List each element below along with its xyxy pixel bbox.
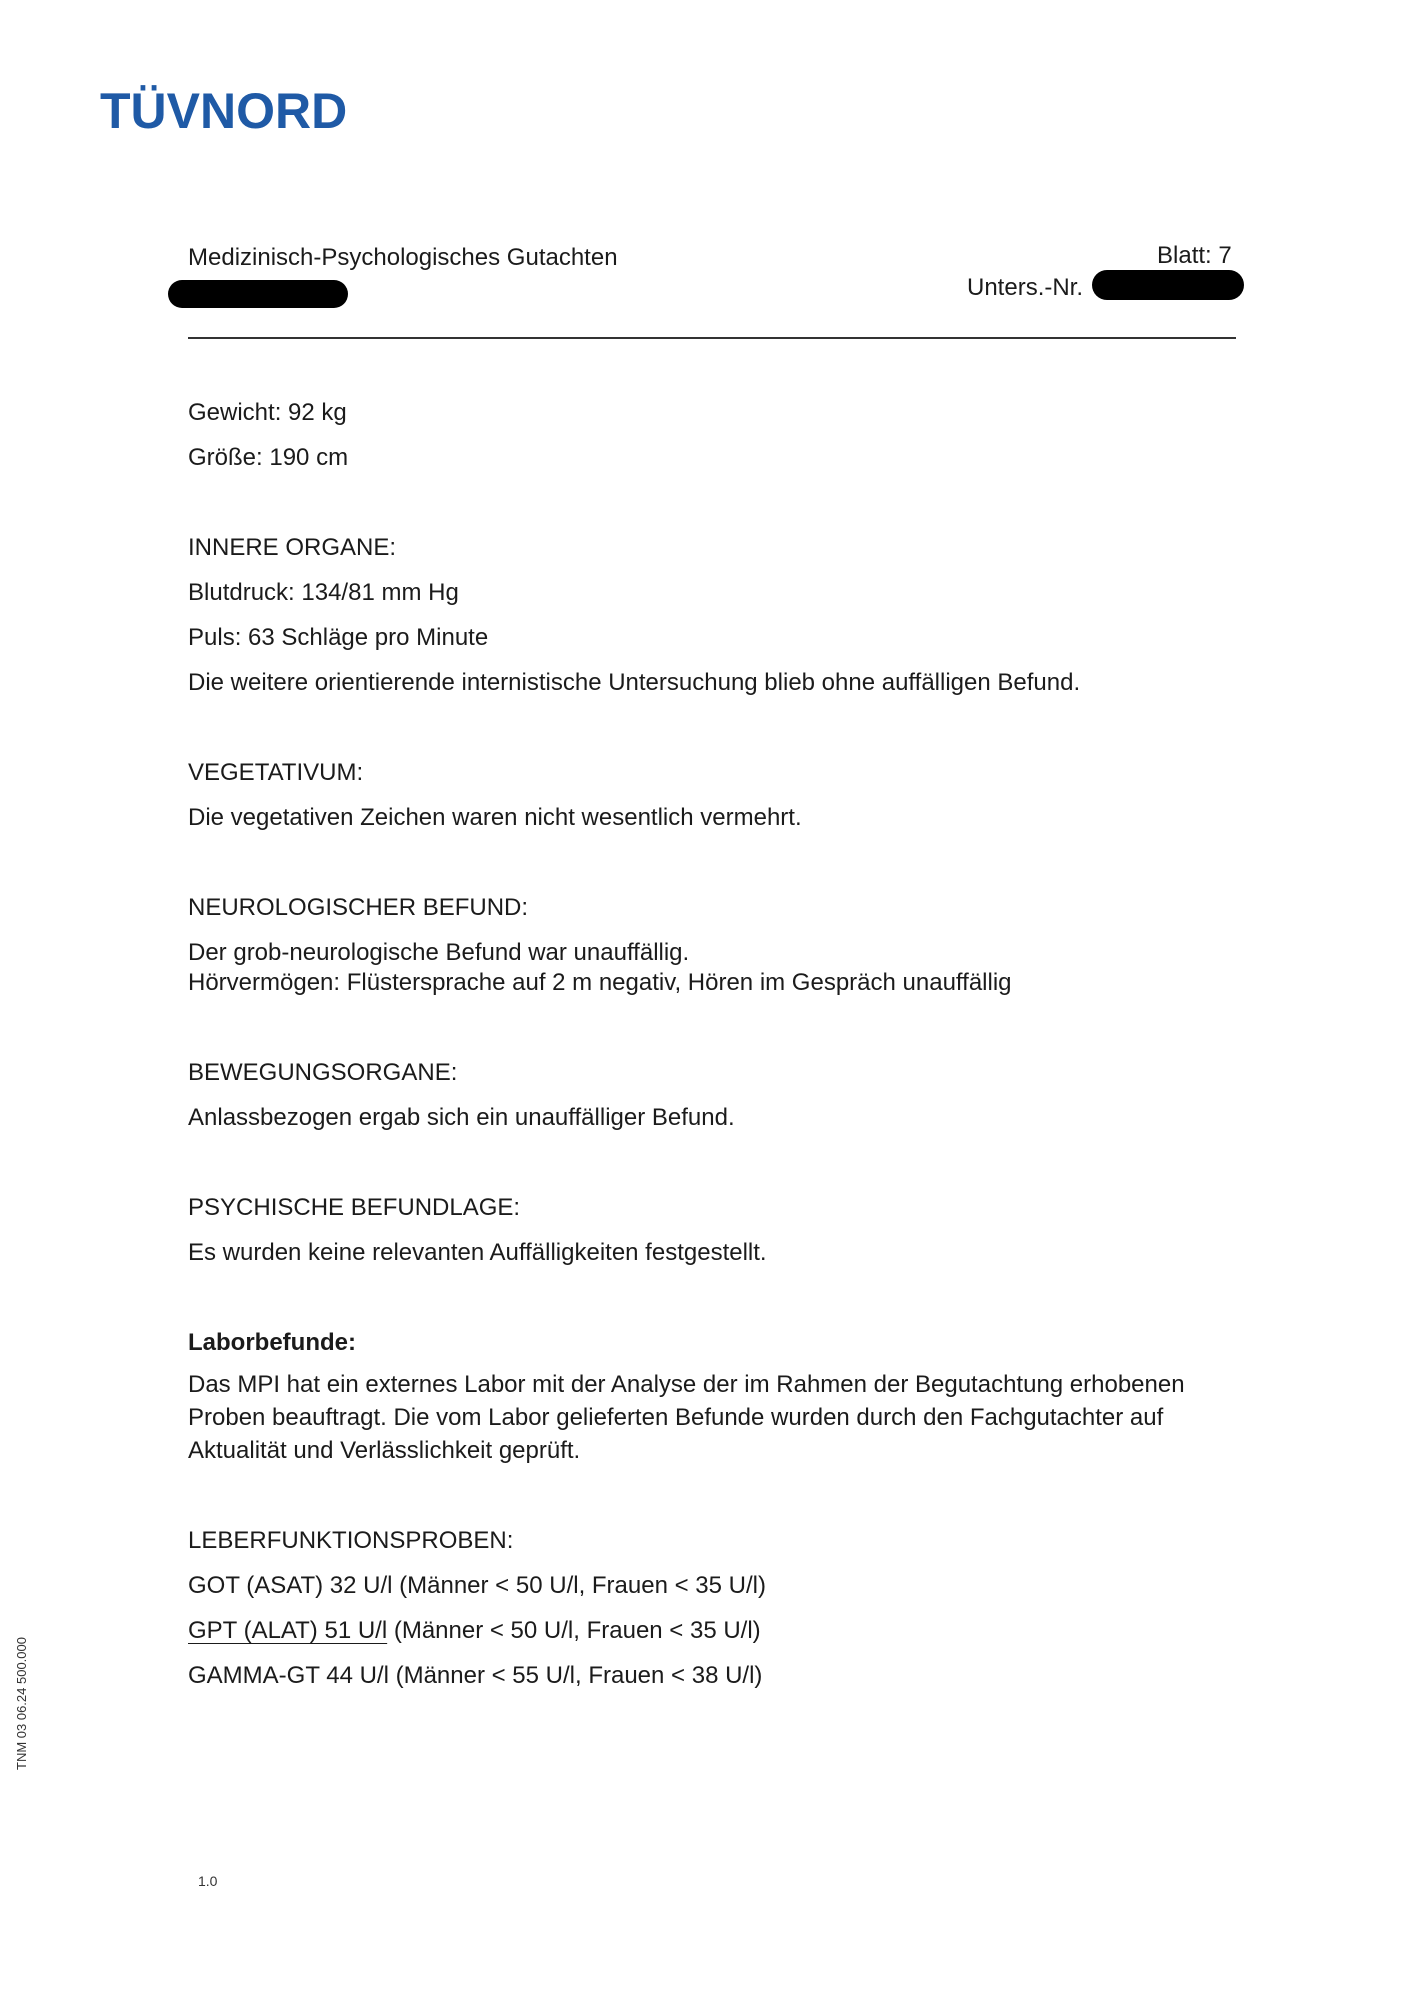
ggt-value: GAMMA-GT 44 U/l (Männer < 55 U/l, Frauen < 38 U/l): [188, 1662, 763, 1689]
psych-heading: PSYCHISCHE BEFUNDLAGE:: [188, 1194, 521, 1221]
lab-para-line-1: Das MPI hat ein externes Labor mit der Analyse der im Rahmen der Begutachtung erhobenen: [188, 1371, 1185, 1398]
header-rule: [188, 337, 1236, 339]
gpt-value: GPT (ALAT) 51 U/l: [188, 1617, 388, 1644]
form-code: TNM 03 06.24 500.000: [14, 1637, 29, 1770]
logo-nord: NORD: [200, 83, 348, 139]
neuro-line-2: Hörvermögen: Flüstersprache auf 2 m negativ, Hören im Gespräch unauffällig: [188, 969, 1012, 996]
gpt-reference: (Männer < 50 U/l, Frauen < 35 U/l): [387, 1617, 761, 1644]
lab-heading: Laborbefunde:: [188, 1329, 356, 1356]
height: Größe: 190 cm: [188, 444, 349, 471]
vegetative-heading: VEGETATIVUM:: [188, 759, 364, 786]
liver-heading: LEBERFUNKTIONSPROBEN:: [188, 1527, 514, 1554]
document-title: Medizinisch-Psychologisches Gutachten: [188, 244, 618, 271]
movement-heading: BEWEGUNGSORGANE:: [188, 1059, 458, 1086]
weight: Gewicht: 92 kg: [188, 399, 347, 426]
got-value: GOT (ASAT) 32 U/l (Männer < 50 U/l, Frauen < 35 U/l): [188, 1572, 766, 1599]
pulse: Puls: 63 Schläge pro Minute: [188, 624, 489, 651]
inner-organs-heading: INNERE ORGANE:: [188, 534, 397, 561]
inner-organs-note: Die weitere orientierende internistische Untersuchung blieb ohne auffälligen Befund.: [188, 669, 1081, 696]
neuro-line-1: Der grob-neurologische Befund war unauffällig.: [188, 939, 690, 966]
sheet-number: Blatt: 7: [1157, 242, 1232, 269]
tuv-nord-logo: [100, 82, 347, 140]
neuro-heading: NEUROLOGISCHER BEFUND:: [188, 894, 529, 921]
movement-note: Anlassbezogen ergab sich ein unauffälliger Befund.: [188, 1104, 735, 1131]
gpt-row: [188, 1616, 761, 1646]
psych-note: Es wurden keine relevanten Auffälligkeiten festgestellt.: [188, 1239, 767, 1266]
version-number: 1.0: [198, 1873, 218, 1889]
lab-para-line-2: Proben beauftragt. Die vom Labor gelieferten Befunde wurden durch den Fachgutachter auf: [188, 1404, 1164, 1431]
lab-para-line-3: Aktualität und Verlässlichkeit geprüft.: [188, 1437, 581, 1464]
redacted-name: [168, 280, 348, 308]
blood-pressure: Blutdruck: 134/81 mm Hg: [188, 579, 459, 606]
redacted-exam-number: [1092, 270, 1244, 300]
vegetative-note: Die vegetativen Zeichen waren nicht wesentlich vermehrt.: [188, 804, 802, 831]
exam-number-label: Unters.-Nr.: [967, 274, 1084, 301]
logo-tuv: TÜV: [100, 83, 200, 139]
